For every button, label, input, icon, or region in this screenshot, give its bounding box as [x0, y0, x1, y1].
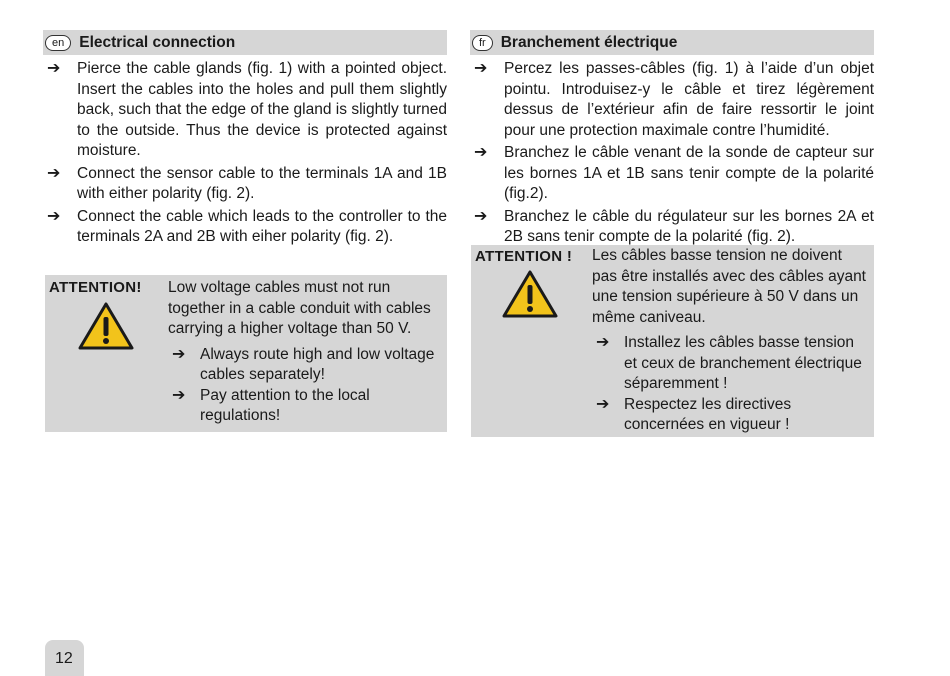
attention-box-fr — [471, 245, 874, 437]
arrow-right-icon: ➔ — [47, 60, 61, 77]
step-item — [43, 164, 447, 205]
section-fr — [470, 30, 874, 248]
attention-text-en: Low voltage cables must not run together in a cable conduit with cables carrying a higher voltage than 50 V. — [168, 279, 431, 337]
attention-step-text: Pay attention to the local regulations! — [200, 386, 370, 424]
attention-steps-en — [168, 345, 445, 427]
attention-box-en — [45, 275, 447, 432]
attention-body-en — [168, 278, 445, 427]
arrow-right-icon: ➔ — [47, 164, 61, 182]
arrow-right-icon: ➔ — [172, 386, 186, 404]
step-item — [43, 207, 447, 248]
attention-step-item — [592, 333, 869, 395]
section-title-en: Electrical connection — [79, 33, 236, 51]
arrow-right-icon: ➔ — [172, 345, 186, 363]
attention-step-text: Installez les câbles basse tension et ceux de branchement électrique séparemment ! — [624, 334, 862, 392]
step-text: Connect the cable which leads to the controller to the terminals 2A and 2B with eiher polarity (fig. 2). — [77, 207, 447, 245]
step-item — [43, 59, 447, 162]
step-text: Percez les passes-câbles (fig. 1) à l’aide d’un objet pointu. Introduisez-y le câble et tirez légèrement dessus de l’extérieur afin de faire ressortir le joint pour une protection maximale contre l’humidité. — [504, 60, 874, 139]
arrow-right-icon: ➔ — [474, 144, 488, 161]
attention-step-text: Always route high and low voltage cables separately! — [200, 345, 435, 383]
attention-step-item — [168, 386, 445, 427]
section-header-en — [43, 30, 447, 55]
arrow-right-icon: ➔ — [474, 60, 488, 77]
section-en — [43, 30, 447, 248]
attention-body-fr — [592, 246, 869, 436]
warning-triangle-icon — [77, 301, 135, 351]
step-text: Connect the sensor cable to the terminals 1A and 1B with either polarity (fig. 2). — [77, 164, 447, 202]
steps-list-en — [43, 59, 447, 248]
attention-label-fr: ATTENTION ! — [475, 248, 573, 265]
attention-step-item — [592, 395, 869, 436]
attention-text-fr: Les câbles basse tension ne doivent pas être installés avec des câbles ayant une tension supérieure à 50 V dans un même caniveau. — [592, 247, 866, 326]
language-badge-en: en — [45, 35, 71, 51]
page-number: 12 — [45, 640, 84, 676]
section-title-fr: Branchement électrique — [500, 33, 678, 51]
attention-label-en: ATTENTION! — [49, 279, 142, 296]
steps-list-fr — [470, 59, 874, 248]
step-text: Pierce the cable glands (fig. 1) with a pointed object. Insert the cables into the holes and pull them slightly back, such that the edge of the gland is slightly turned to the outside. Thus the device is protected against moisture. — [77, 60, 447, 159]
attention-step-text: Respectez les directives concernées en vigueur ! — [624, 395, 792, 433]
section-header-fr — [470, 30, 874, 55]
step-text: Branchez le câble du régulateur sur les bornes 2A et 2B sans tenir compte de la polarité (fig. 2). — [504, 207, 874, 245]
attention-steps-fr — [592, 333, 869, 436]
step-text: Branchez le câble venant de la sonde de capteur sur les bornes 1A et 1B sans tenir compte de la polarité (fig.2). — [504, 144, 874, 202]
arrow-right-icon: ➔ — [47, 207, 61, 225]
language-badge-fr: fr — [472, 35, 493, 51]
step-item — [470, 207, 874, 248]
step-item — [470, 143, 874, 205]
step-item — [470, 59, 874, 141]
arrow-right-icon: ➔ — [596, 395, 610, 413]
arrow-right-icon: ➔ — [596, 334, 610, 351]
warning-triangle-icon — [501, 269, 559, 319]
attention-step-item — [168, 345, 445, 386]
arrow-right-icon: ➔ — [474, 207, 488, 225]
